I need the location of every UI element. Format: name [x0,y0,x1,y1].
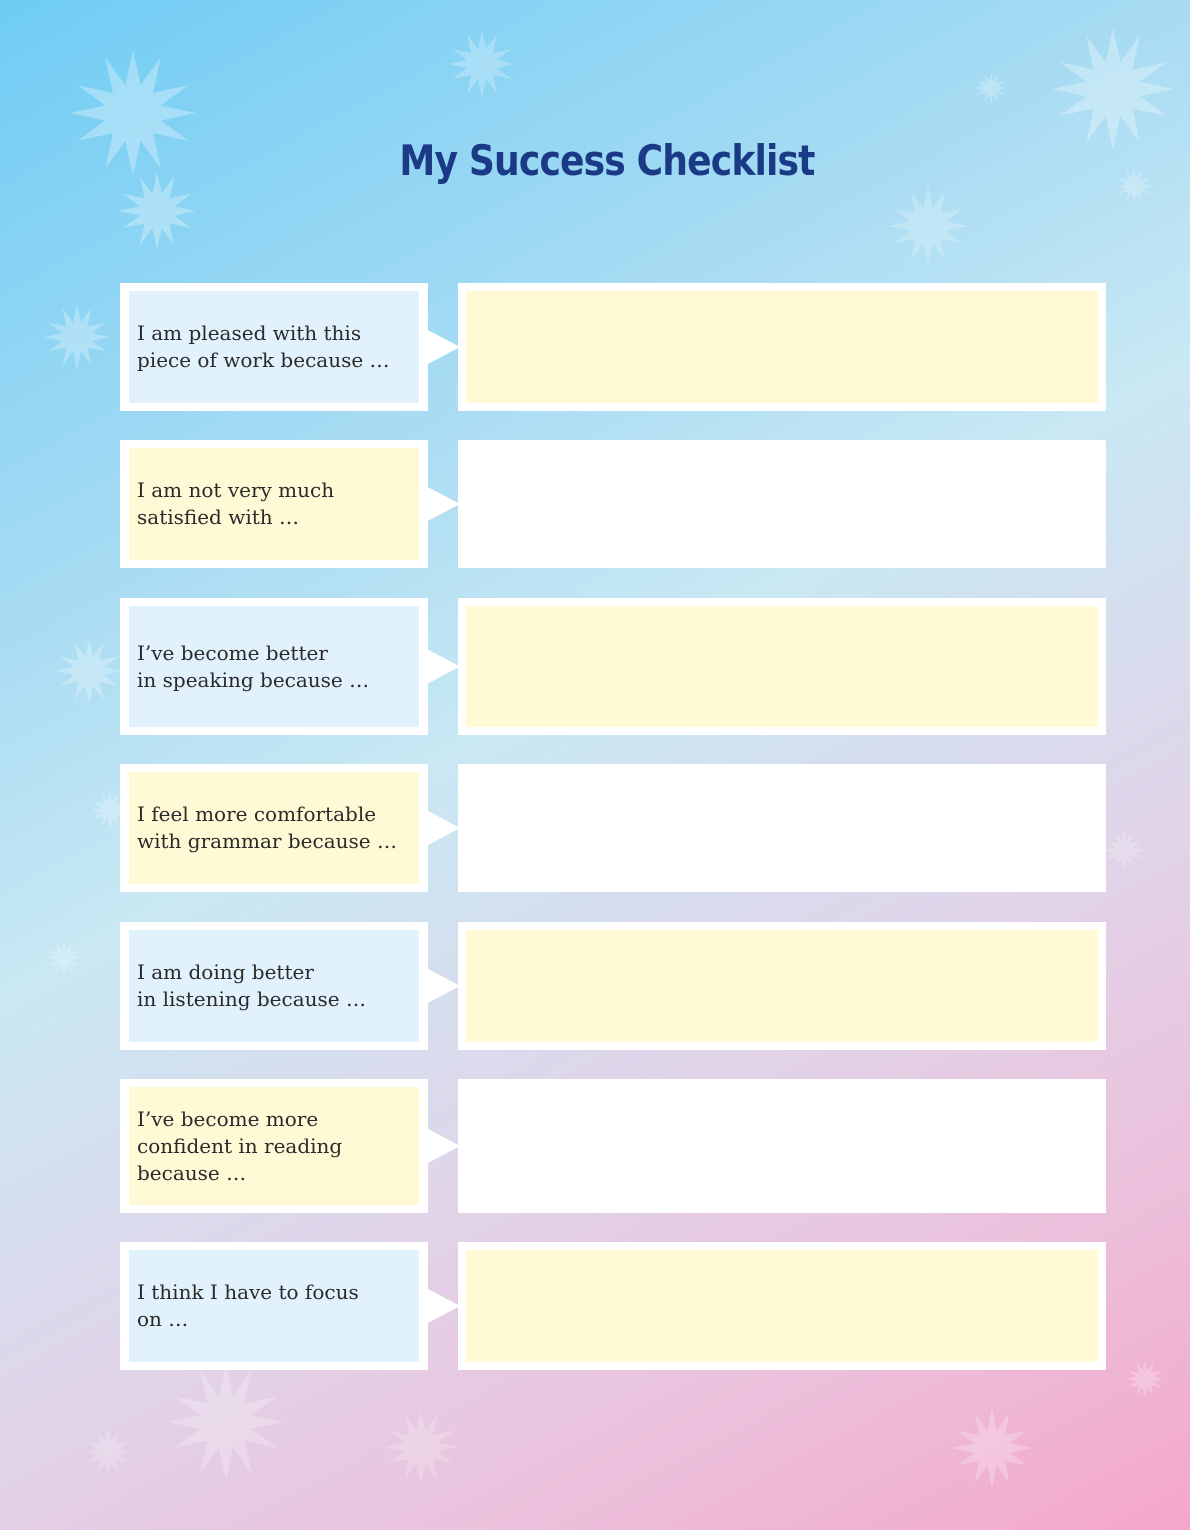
prompt-text: I think I have to focus on … [137,1280,359,1331]
answer-box[interactable] [458,922,1106,1050]
prompt-box [120,1079,428,1213]
star-icon [384,1410,458,1484]
checklist-row [120,283,1106,411]
checklist-row [120,922,1106,1050]
star-icon [1126,1360,1164,1398]
speech-pointer [426,1288,460,1324]
star-icon [448,30,516,98]
prompt-panel [129,448,419,560]
checklist-row [120,598,1106,735]
prompt-text: I’ve become more confident in reading because … [137,1106,343,1185]
prompt-box [120,440,428,568]
answer-box[interactable] [458,283,1106,411]
star-icon [56,638,122,704]
answer-field[interactable] [466,606,1098,727]
checklist-row [120,440,1106,568]
star-icon [168,1364,284,1480]
star-icon [1052,28,1174,150]
prompt-text: I am not very much satisfied with … [137,478,335,529]
prompt-panel [129,291,419,403]
speech-pointer [426,810,460,846]
speech-pointer [426,649,460,685]
star-icon [44,304,110,370]
checklist-row [120,1242,1106,1370]
speech-pointer [426,486,460,522]
prompt-panel [129,772,419,884]
speech-pointer [426,968,460,1004]
prompt-text: I am doing better in listening because … [137,960,366,1011]
prompt-panel [129,606,419,727]
answer-box[interactable] [458,1242,1106,1370]
answer-box[interactable] [458,598,1106,735]
prompt-box [120,764,428,892]
prompt-text: I’ve become better in speaking because … [137,640,370,692]
prompt-panel [129,930,419,1042]
star-icon [1104,830,1144,870]
star-icon [46,940,82,976]
prompt-box [120,283,428,411]
prompt-box [120,922,428,1050]
prompt-panel [129,1250,419,1362]
speech-pointer [426,329,460,365]
star-icon [86,1430,130,1474]
answer-box[interactable] [458,1079,1106,1213]
answer-field[interactable] [466,291,1098,403]
answer-box[interactable] [458,440,1106,568]
prompt-text: I feel more comfortable with grammar because … [137,802,397,853]
answer-field[interactable] [466,772,1098,884]
star-icon [975,72,1007,104]
prompt-box [120,1242,428,1370]
answer-field[interactable] [466,1250,1098,1362]
star-icon [952,1408,1032,1488]
prompt-box [120,598,428,735]
answer-field[interactable] [466,1087,1098,1205]
answer-field[interactable] [466,448,1098,560]
answer-field[interactable] [466,930,1098,1042]
answer-box[interactable] [458,764,1106,892]
checklist-row [120,1079,1106,1213]
star-icon [888,186,968,266]
page-title: My Success Checklist [399,136,815,185]
prompt-text: I am pleased with this piece of work because … [137,321,390,372]
checklist-row [120,764,1106,892]
prompt-panel [129,1087,419,1205]
speech-pointer [426,1128,460,1164]
